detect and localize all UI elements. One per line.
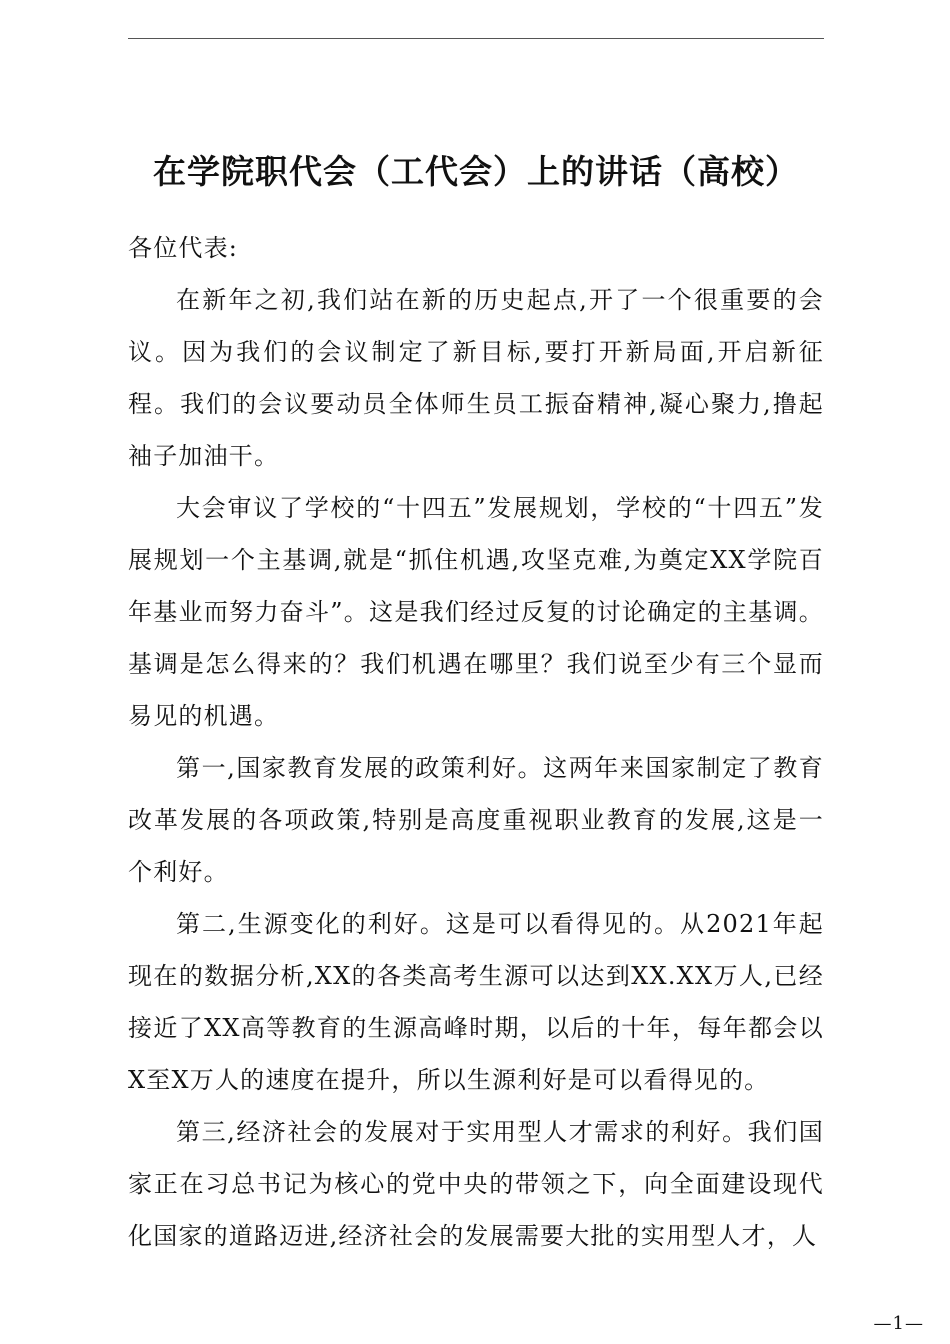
paragraph: 第二,生源变化的利好。这是可以看得见的。从2021年起现在的数据分析,XX的各类高考生源可以达到XX.XX万人,已经接近了XX高等教育的生源高峰时期，以后的十年，每年都会以X至X万人的速度在提升，所以生源利好是可以看得见的。 <box>128 910 824 1094</box>
paragraph: 第一,国家教育发展的政策利好。这两年来国家制定了教育改革发展的各项政策,特别是高度重视职业教育的发展,这是一个利好。 <box>128 754 824 886</box>
paragraph: 大会审议了学校的“十四五”发展规划，学校的“十四五”发展规划一个主基调,就是“抓住机遇,攻坚克难,为奠定XX学院百年基业而努力奋斗”。这是我们经过反复的讨论确定的主基调。基调是怎么得来的？我们机遇在哪里？我们说至少有三个显而易见的机遇。 <box>128 494 824 730</box>
paragraph: 第三,经济社会的发展对于实用型人才需求的利好。我们国家正在习总书记为核心的党中央的带领之下，向全面建设现代化国家的道路迈进,经济社会的发展需要大批的实用型人才，人 <box>128 1118 824 1250</box>
salutation: 各位代表: <box>128 234 239 262</box>
page-number: —1— <box>873 1313 924 1334</box>
document-body <box>128 222 824 1262</box>
document-title: 在学院职代会（工代会）上的讲话（高校） <box>153 152 799 191</box>
paragraph: 在新年之初,我们站在新的历史起点,开了一个很重要的会议。因为我们的会议制定了新目标,要打开新局面,开启新征程。我们的会议要动员全体师生员工振奋精神,凝心聚力,撸起袖子加油干。 <box>128 286 824 470</box>
header-rule <box>128 38 824 39</box>
